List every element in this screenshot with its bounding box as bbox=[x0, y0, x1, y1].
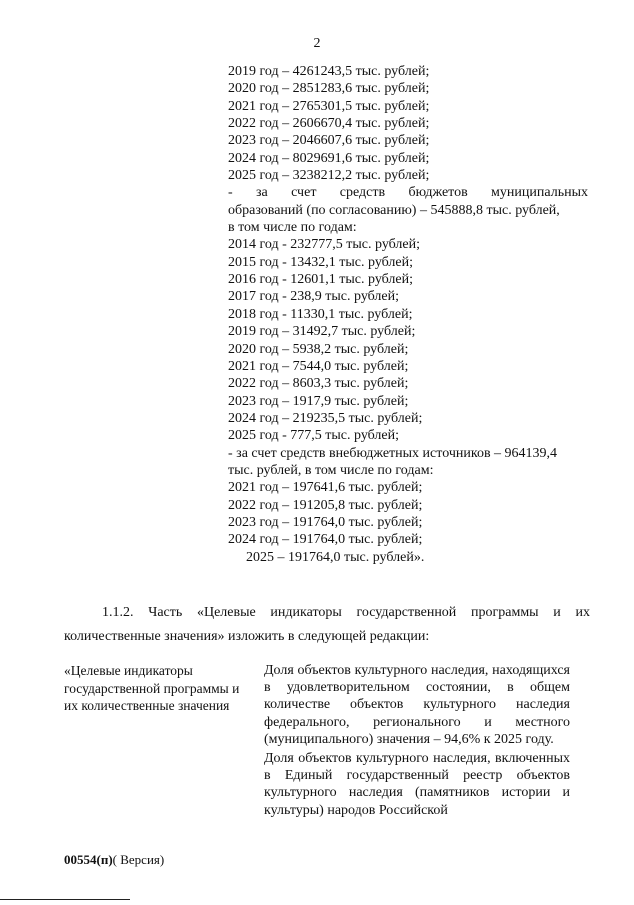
funding-last-line: 2025 – 191764,0 тыс. рублей». bbox=[246, 549, 425, 565]
document-code: 00554(п) bbox=[64, 852, 113, 867]
municipal-intro-line2: образований (по согласованию) – 545888,8 тыс. рублей, bbox=[228, 202, 560, 218]
section-heading-line2: количественные значения» изложить в следующей редакции: bbox=[64, 629, 430, 644]
regional-year-line: 2025 год – 3238212,2 тыс. рублей; bbox=[228, 168, 430, 184]
funding-list bbox=[228, 63, 588, 566]
regional-year-line: 2024 год – 8029691,6 тыс. рублей; bbox=[228, 150, 430, 166]
extrabudget-year-line: 2021 год – 197641,6 тыс. рублей; bbox=[228, 480, 423, 496]
footer-divider bbox=[0, 899, 130, 900]
page-number: 2 bbox=[313, 36, 321, 51]
municipal-year-line: 2014 год - 232777,5 тыс. рублей; bbox=[228, 237, 421, 253]
municipal-intro-line1: - за счет средств бюджетов муниципальных bbox=[228, 185, 588, 201]
extrabudget-intro-line1: - за счет средств внебюджетных источников – 964139,4 bbox=[228, 445, 558, 461]
document-footer bbox=[64, 852, 164, 868]
extrabudget-year-line: 2022 год – 191205,8 тыс. рублей; bbox=[228, 497, 423, 513]
municipal-intro-line3: в том числе по годам: bbox=[228, 220, 357, 236]
regional-year-line: 2019 год – 4261243,5 тыс. рублей; bbox=[228, 64, 430, 79]
municipal-year-line: 2017 год - 238,9 тыс. рублей; bbox=[228, 289, 400, 305]
municipal-year-line: 2019 год – 31492,7 тыс. рублей; bbox=[228, 324, 416, 340]
municipal-year-line: 2015 год - 13432,1 тыс. рублей; bbox=[228, 254, 414, 270]
municipal-year-line: 2022 год – 8603,3 тыс. рублей; bbox=[228, 376, 409, 392]
municipal-year-line: 2023 год – 1917,9 тыс. рублей; bbox=[228, 393, 409, 409]
municipal-year-line: 2020 год – 5938,2 тыс. рублей; bbox=[228, 341, 409, 357]
table-right-paragraph-1: Доля объектов культурного наследия, находящихся в удовлетворительном состоянии, в общем количестве объектов культурного наследия федерального, регионального и местного (муниципального) значения – 94,6% к 2025 году. bbox=[264, 663, 570, 747]
municipal-year-line: 2025 год - 777,5 тыс. рублей; bbox=[228, 428, 400, 444]
section-heading-line1: 1.1.2. Часть «Целевые индикаторы государственной программы и их bbox=[102, 605, 590, 620]
table-left-label: «Целевые индикаторы государственной программы и их количественные значения bbox=[64, 663, 240, 713]
municipal-year-line: 2024 год – 219235,5 тыс. рублей; bbox=[228, 410, 423, 426]
table-right-paragraph-2: Доля объектов культурного наследия, включенных в Единый государственный реестр объектов культурного наследия (памятников истории и культуры) народов Российской bbox=[264, 751, 570, 818]
document-version: ( Версия) bbox=[112, 852, 165, 867]
extrabudget-year-line: 2023 год – 191764,0 тыс. рублей; bbox=[228, 514, 423, 530]
extrabudget-intro-line2: тыс. рублей, в том числе по годам: bbox=[228, 462, 434, 478]
municipal-year-line: 2021 год – 7544,0 тыс. рублей; bbox=[228, 358, 409, 374]
table-right-cell bbox=[264, 662, 570, 821]
municipal-years bbox=[228, 236, 588, 444]
regional-year-line: 2021 год – 2765301,5 тыс. рублей; bbox=[228, 98, 430, 114]
regional-year-line: 2023 год – 2046607,6 тыс. рублей; bbox=[228, 133, 430, 149]
extrabudget-year-line: 2024 год – 191764,0 тыс. рублей; bbox=[228, 532, 423, 548]
regional-years bbox=[228, 63, 588, 184]
extrabudget-years bbox=[228, 479, 588, 548]
municipal-year-line: 2016 год - 12601,1 тыс. рублей; bbox=[228, 272, 414, 288]
regional-year-line: 2020 год – 2851283,6 тыс. рублей; bbox=[228, 81, 430, 97]
municipal-year-line: 2018 год - 11330,1 тыс. рублей; bbox=[228, 306, 413, 322]
regional-year-line: 2022 год – 2606670,4 тыс. рублей; bbox=[228, 116, 430, 132]
